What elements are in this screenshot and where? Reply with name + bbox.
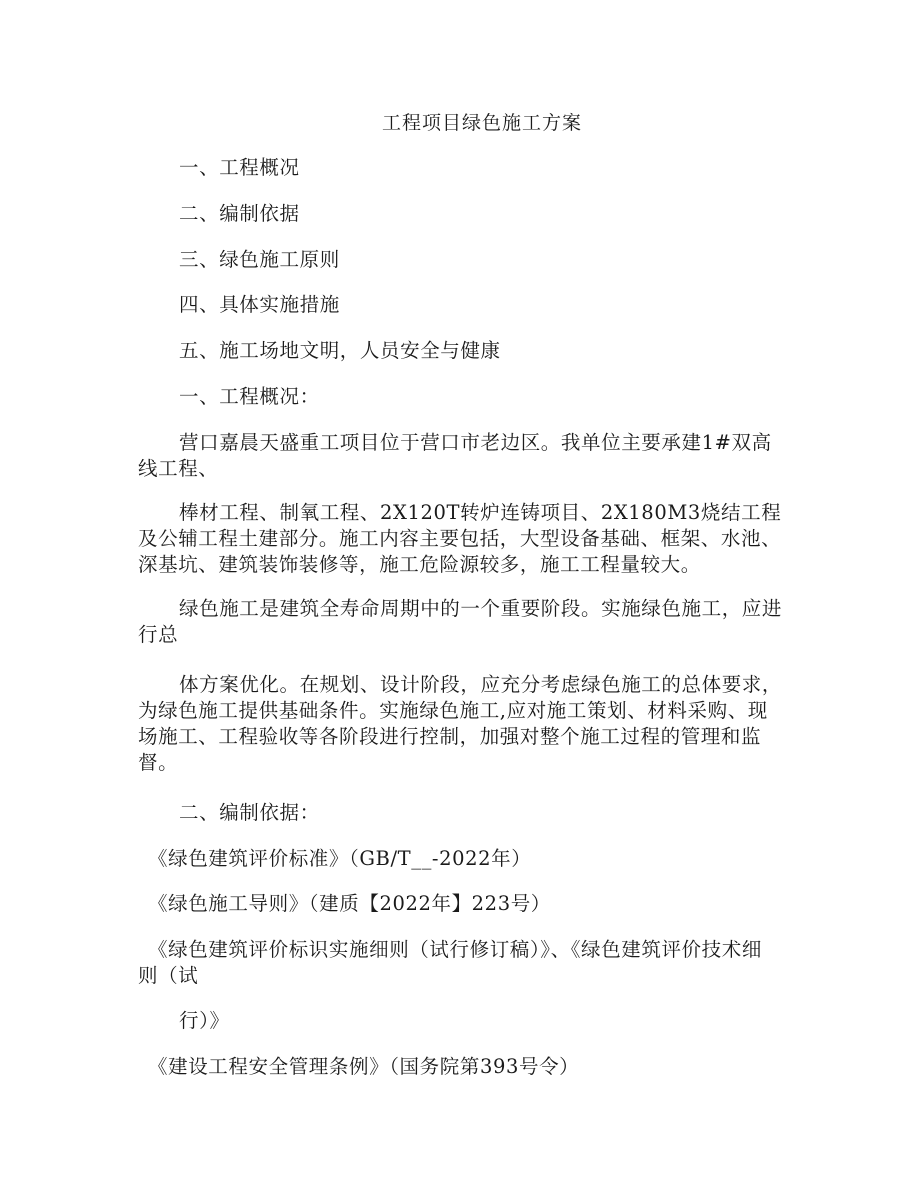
toc-item-principles: 三、绿色施工原则 [179,248,340,271]
reference-item: 《绿色建筑评价标识实施细则（试行修订稿）》、《绿色建筑评价技术细则（试 [138,938,762,987]
toc-item-overview: 一、工程概况 [179,156,300,179]
toc-item-measures: 四、具体实施措施 [179,293,340,316]
section-heading-overview: 一、工程概况： [179,385,320,408]
toc-item-site-safety: 五、施工场地文明，人员安全与健康 [179,339,501,362]
paragraph-scope: 棒材工程、制氧工程、2X120T转炉连铸项目、2X180M3烧结工程及公辅工程土建部分。施工内容主要包括，大型设备基础、框架、水池、深基坑、建筑装饰装修等，施工危险源较多，施工工程量较大。 [138,501,782,576]
document-title: 工程项目绿色施工方案 [381,112,582,134]
reference-item: 《绿色建筑评价标准》（GB/T__-2022年） [148,847,532,870]
section-heading-basis: 二、编制依据： [179,801,320,824]
paragraph-green-intro: 绿色施工是建筑全寿命周期中的一个重要阶段。实施绿色施工，应进行总 [138,597,783,646]
reference-item-continued: 行）》 [179,1009,230,1032]
toc-item-basis: 二、编制依据 [179,202,300,225]
reference-item: 《建设工程安全管理条例》（国务院第393号令） [148,1055,580,1078]
paragraph-project-location: 营口嘉晨天盛重工项目位于营口市老边区。我单位主要承建1#双高线工程、 [138,431,772,480]
paragraph-optimization: 体方案优化。在规划、设计阶段，应充分考虑绿色施工的总体要求，为绿色施工提供基础条件。实施绿色施工,应对施工策划、材料采购、现场施工、工程验收等各阶段进行控制，加强对整个施工过程的管理和监督。 [138,673,783,774]
reference-item: 《绿色施工导则》（建质【2022年】223号） [148,892,551,915]
